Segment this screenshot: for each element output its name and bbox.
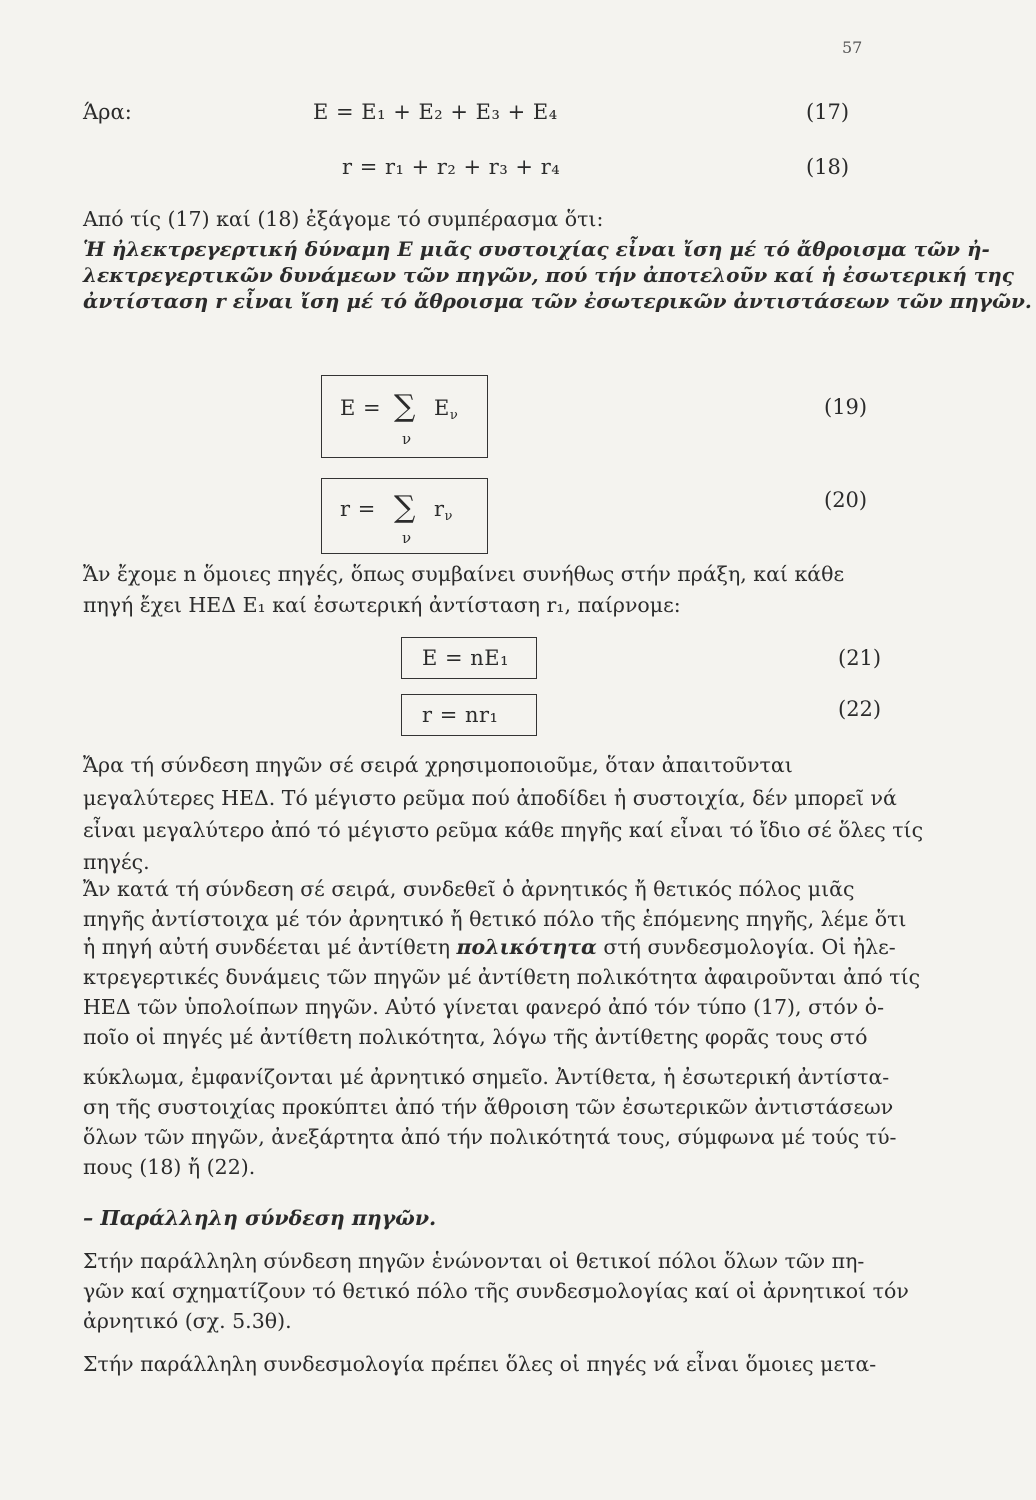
equation-22-number: (22)	[838, 697, 882, 721]
text-run: στή συνδεσμολογία. Οἱ ἠλε-	[596, 935, 896, 959]
sum-index: ν	[402, 529, 412, 547]
equation-19-lhs: E =	[340, 396, 382, 420]
paragraph-1-line: Ἄν ἔχομε n ὅμοιες πηγές, ὅπως συμβαίνει συνήθως στήν πράξη, καί κάθε	[83, 562, 845, 586]
sum-symbol: ∑	[394, 389, 416, 424]
equation-20-box	[321, 478, 488, 554]
equation-19-term: $E_\nu$	[434, 396, 459, 423]
paragraph-2-line: πηγές.	[83, 850, 150, 874]
section-title: – Παράλληλη σύνδεση πηγῶν.	[83, 1206, 437, 1230]
paragraph-3-line: ὅλων τῶν πηγῶν, ἀνεξάρτητα ἀπό τήν πολικότητά τους, σύμφωνα μέ τούς τύ-	[83, 1125, 897, 1149]
paragraph-2-line: Ἄρα τή σύνδεση πηγῶν σέ σειρά χρησιμοποιοῦμε, ὅταν ἀπαιτοῦνται	[83, 753, 793, 777]
equation-21-number: (21)	[838, 646, 882, 670]
paragraph-3-line: πηγῆς ἀντίστοιχα μέ τόν ἀρνητικό ἤ θετικό πόλο τῆς ἑπόμενης πηγῆς, λέμε ὅτι	[83, 907, 907, 931]
bold-line: λεκτρεγερτικῶν δυνάμεων τῶν πηγῶν, πού τήν ἀποτελοῦν καί ἡ ἐσωτερική της	[83, 263, 1014, 287]
paragraph-4-line: ἀρνητικό (σχ. 5.3θ).	[83, 1309, 292, 1333]
equation-17: E = E₁ + E₂ + E₃ + E₄	[313, 100, 558, 124]
therefore-label: Άρα:	[83, 100, 132, 124]
equation-19-box	[321, 375, 488, 458]
paragraph-4-line: Στήν παράλληλη σύνδεση πηγῶν ἑνώνονται οἱ θετικοί πόλοι ὅλων τῶν πη-	[83, 1249, 865, 1273]
bold-line: ἀντίσταση r εἶναι ἴση μέ τό ἄθροισμα τῶν ἐσωτερικῶν ἀντιστάσεων τῶν πηγῶν.	[83, 289, 1032, 313]
paragraph-3-line: κύκλωμα, ἐμφανίζονται μέ ἀρνητικό σημεῖο. Ἀντίθετα, ἡ ἐσωτερική ἀντίστα-	[83, 1065, 890, 1089]
equation-21-box	[401, 637, 537, 679]
paragraph-3-line: πους (18) ἤ (22).	[83, 1155, 256, 1179]
equation-20-number: (20)	[824, 488, 868, 512]
paragraph-2-line: εἶναι μεγαλύτερο ἀπό τό μέγιστο ρεῦμα κάθε πηγῆς καί εἶναι τό ἴδιο σέ ὅλες τίς	[83, 818, 924, 842]
paragraph-4-line: γῶν καί σχηματίζουν τό θετικό πόλο τῆς συνδεσμολογίας καί οἱ ἀρνητικοί τόν	[83, 1279, 909, 1303]
paragraph-3-line: κτρεγερτικές δυνάμεις τῶν πηγῶν μέ ἀντίθετη πολικότητα ἀφαιροῦνται ἀπό τίς	[83, 965, 921, 989]
equation-20-lhs: r =	[340, 497, 376, 521]
equation-22-box	[401, 694, 537, 736]
equation-21: E = nE₁	[422, 646, 510, 670]
equation-19-number: (19)	[824, 395, 868, 419]
sum-index: ν	[402, 430, 412, 448]
paragraph-5-line: Στήν παράλληλη συνδεσμολογία πρέπει ὅλες οἱ πηγές νά εἶναι ὅμοιες μετα-	[83, 1352, 877, 1376]
paragraph-1-line: πηγή ἔχει ΗΕΔ E₁ καί ἐσωτερική ἀντίσταση r₁, παίρνομε:	[83, 593, 681, 617]
equation-20-term: $r_\nu$	[434, 497, 453, 524]
paragraph-3-line: ποῖο οἱ πηγές μέ ἀντίθετη πολικότητα, λόγω τῆς ἀντίθετης φορᾶς τους στό	[83, 1025, 868, 1049]
paragraph-3-line	[83, 934, 896, 961]
polarity-term: πολικότητα	[456, 935, 597, 959]
equation-17-number: (17)	[806, 100, 850, 124]
paragraph-3-line: ση τῆς συστοιχίας προκύπτει ἀπό τήν ἄθροιση τῶν ἐσωτερικῶν ἀντιστάσεων	[83, 1095, 894, 1119]
paragraph-2-line: μεγαλύτερες ΗΕΔ. Τό μέγιστο ρεῦμα πού ἀποδίδει ἡ συστοιχία, δέν μπορεῖ νά	[83, 786, 897, 810]
paragraph-3-line: Ἄν κατά τή σύνδεση σέ σειρά, συνδεθεῖ ὁ ἀρνητικός ἤ θετικός πόλος μιᾶς	[83, 877, 855, 901]
equation-22: r = nr₁	[422, 703, 499, 727]
sum-symbol: ∑	[394, 490, 416, 525]
bold-statement	[83, 236, 1032, 314]
equation-18: r = r₁ + r₂ + r₃ + r₄	[342, 155, 561, 179]
paragraph-3-line: ΗΕΔ τῶν ὑπολοίπων πηγῶν. Αὐτό γίνεται φανερό ἀπό τόν τύπο (17), στόν ὁ-	[83, 995, 885, 1019]
intro-line: Από τίς (17) καί (18) ἐξάγομε τό συμπέρασμα ὅτι:	[83, 207, 604, 231]
page-number: 57	[842, 38, 863, 57]
text-run: ἡ πηγή αὐτή συνδέεται μέ ἀντίθετη	[83, 935, 457, 959]
bold-line: Ἡ ἠλεκτρεγερτική δύναμη E μιᾶς συστοιχίας εἶναι ἴση μέ τό ἄθροισμα τῶν ἠ-	[83, 237, 990, 261]
equation-18-number: (18)	[806, 155, 850, 179]
